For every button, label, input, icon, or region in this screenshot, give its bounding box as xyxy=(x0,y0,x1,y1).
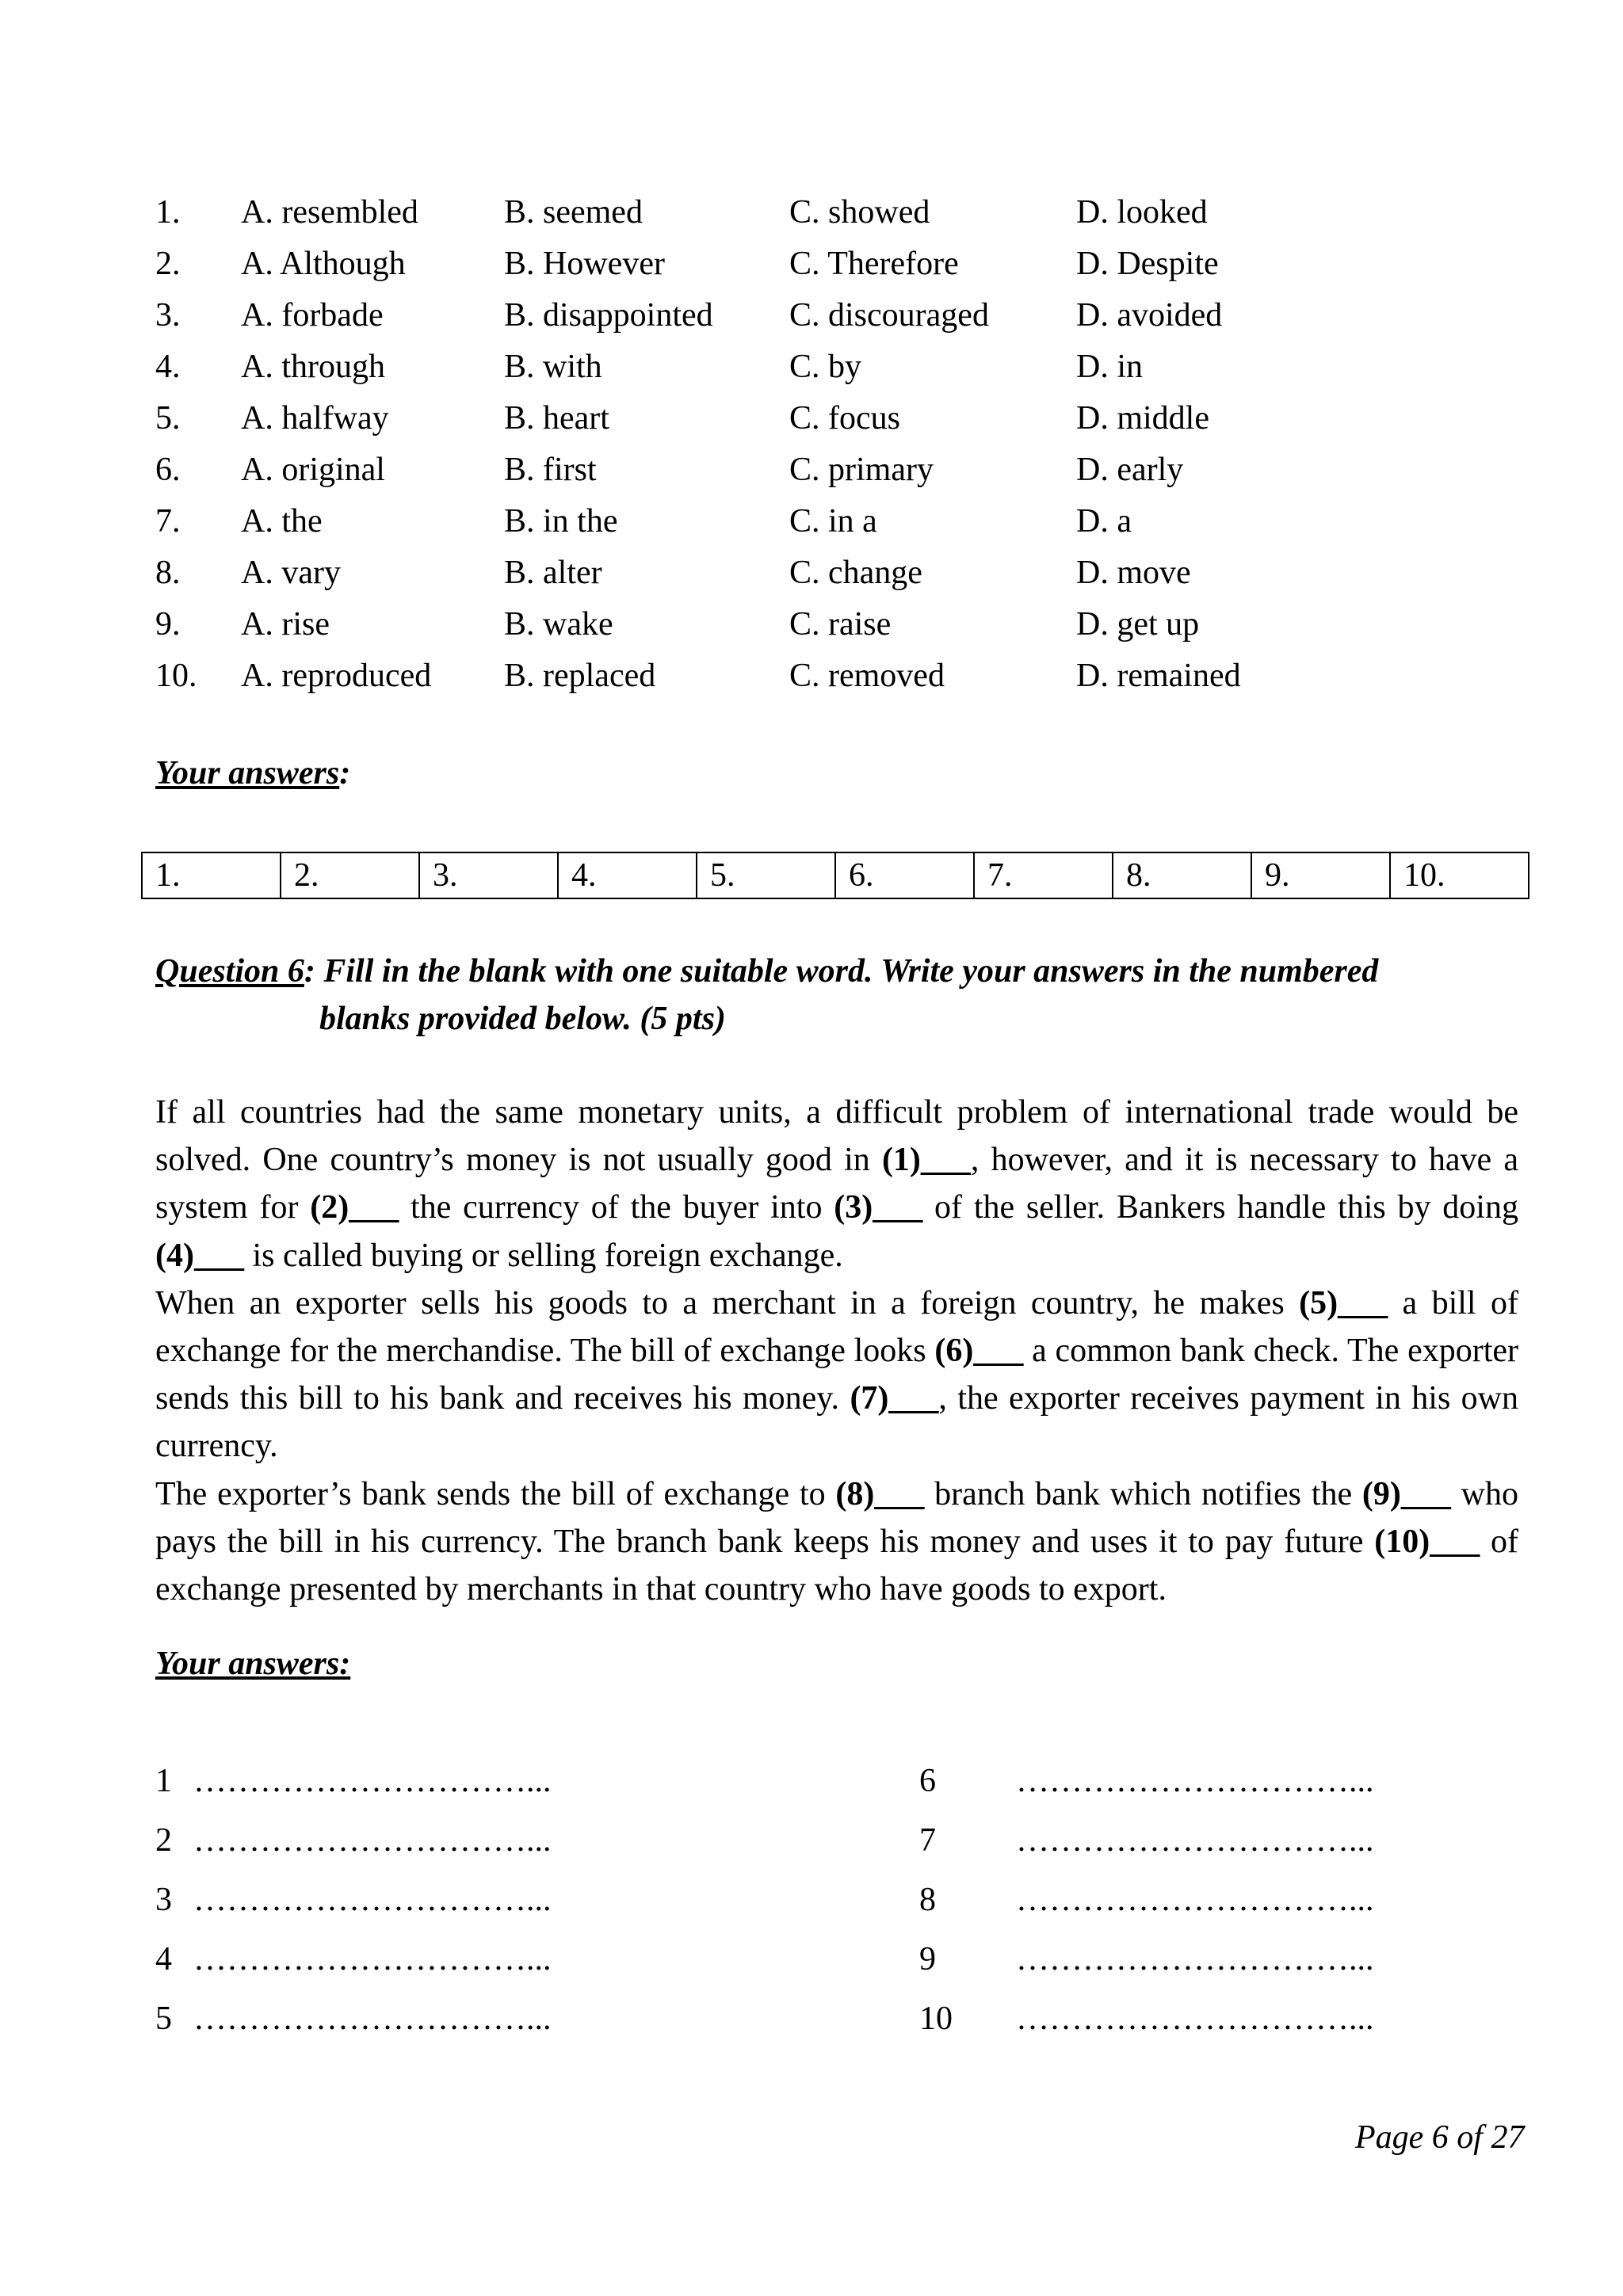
blank-2: (2)___ xyxy=(310,1189,399,1226)
answer-blank[interactable]: …………………………... xyxy=(193,2000,552,2037)
blank-10: (10)___ xyxy=(1374,1523,1480,1560)
your-answers-colon: : xyxy=(339,755,351,791)
option-b: B. disappointed xyxy=(504,297,713,334)
option-b: B. replaced xyxy=(504,658,656,694)
option-b: B. in the xyxy=(504,503,618,540)
option-b: B. with xyxy=(504,349,602,385)
option-b: B. seemed xyxy=(504,194,643,231)
option-row xyxy=(155,444,1503,496)
answer-number: 10 xyxy=(919,2000,953,2037)
answer-line-row xyxy=(155,1995,1518,2054)
option-row xyxy=(155,496,1503,547)
option-d: D. get up xyxy=(1076,606,1200,643)
passage-text: who pays the bill in his currency. The branch bank keeps his money and uses it to pay future xyxy=(155,1475,1518,1560)
option-a: A. rise xyxy=(241,606,330,643)
passage-text: of the seller. Bankers handle this by doing xyxy=(922,1189,1518,1226)
answer-cell[interactable]: 7. xyxy=(974,852,1113,898)
option-a: A. the xyxy=(241,503,323,540)
passage-paragraph-1 xyxy=(155,1089,1518,1280)
item-number: 6. xyxy=(155,452,181,488)
answer-cell[interactable]: 6. xyxy=(835,852,974,898)
passage-paragraph-3 xyxy=(155,1470,1518,1614)
question-6-label: Question 6 xyxy=(155,953,304,990)
answer-blank[interactable]: …………………………... xyxy=(1016,2000,1374,2037)
option-b: B. wake xyxy=(504,606,613,643)
option-a: A. resembled xyxy=(241,194,418,231)
blank-8: (8)___ xyxy=(835,1475,925,1512)
option-c: C. primary xyxy=(789,452,934,488)
item-number: 5. xyxy=(155,400,181,437)
blank-3: (3)___ xyxy=(834,1189,923,1226)
option-d: D. a xyxy=(1076,503,1132,540)
answer-cell[interactable]: 2. xyxy=(281,852,419,898)
item-number: 9. xyxy=(155,606,181,643)
option-b: B. However xyxy=(504,246,665,282)
your-answers-label-2: Your answers: xyxy=(155,1646,351,1682)
passage-text: of exchange presented by merchants in that country who have goods to export. xyxy=(155,1523,1518,1608)
option-a: A. original xyxy=(241,452,385,488)
answer-blank[interactable]: …………………………... xyxy=(193,1763,552,1799)
question-6-instruction-2: blanks provided below. (5 pts) xyxy=(319,1001,726,1037)
item-number: 8. xyxy=(155,555,181,591)
blank-4: (4)___ xyxy=(155,1237,244,1274)
passage-paragraph-2 xyxy=(155,1280,1518,1470)
multiple-choice-options xyxy=(155,187,1503,702)
option-d: D. avoided xyxy=(1076,297,1223,334)
passage-text: is called buying or selling foreign exchange. xyxy=(243,1237,843,1274)
blank-6: (6)___ xyxy=(934,1333,1024,1370)
option-c: C. removed xyxy=(789,658,945,694)
answer-blank[interactable]: …………………………... xyxy=(1016,1941,1374,1978)
item-number: 10. xyxy=(155,658,197,694)
item-number: 7. xyxy=(155,503,181,540)
question-6-heading xyxy=(155,948,1518,995)
answer-cell[interactable]: 4. xyxy=(558,852,697,898)
blank-1: (1)___ xyxy=(881,1142,971,1179)
item-number: 1. xyxy=(155,194,181,231)
item-number: 3. xyxy=(155,297,181,334)
passage-text: The exporter’s bank sends the bill of exchange to xyxy=(155,1475,836,1512)
answer-number: 8 xyxy=(919,1882,936,1918)
your-answers-label: Your answers xyxy=(155,755,340,791)
answer-cell[interactable]: 8. xyxy=(1113,852,1251,898)
option-row xyxy=(155,650,1503,702)
page-number: Page 6 of 27 xyxy=(1355,2119,1525,2156)
option-row xyxy=(155,238,1503,290)
option-d: D. middle xyxy=(1076,400,1209,437)
answer-blank[interactable]: …………………………... xyxy=(193,1941,552,1978)
reading-passage xyxy=(155,1089,1518,1613)
option-d: D. move xyxy=(1076,555,1191,591)
answer-cell[interactable]: 10. xyxy=(1390,852,1529,898)
passage-text: a bill of exchange for the merchandise. The bill of exchange looks xyxy=(155,1284,1518,1370)
answer-number: 2 xyxy=(155,1822,172,1859)
option-c: C. change xyxy=(789,555,922,591)
blank-5: (5)___ xyxy=(1299,1284,1388,1322)
answer-cell[interactable]: 5. xyxy=(697,852,835,898)
option-a: A. vary xyxy=(241,555,341,591)
passage-text: the currency of the buyer into xyxy=(399,1189,834,1226)
passage-text: branch bank which notifies the xyxy=(924,1475,1362,1512)
answer-number: 4 xyxy=(155,1941,172,1978)
option-a: A. reproduced xyxy=(241,658,432,694)
option-a: A. through xyxy=(241,349,385,385)
answer-line-row xyxy=(155,1936,1518,1995)
answer-cell[interactable]: 9. xyxy=(1251,852,1390,898)
question-6-instruction-1: : Fill in the blank with one suitable word. Write your answers in the numbered xyxy=(304,953,1379,990)
answer-blank[interactable]: …………………………... xyxy=(193,1822,552,1859)
item-number: 4. xyxy=(155,349,181,385)
answer-number: 5 xyxy=(155,2000,172,2037)
option-row xyxy=(155,547,1503,599)
option-d: D. looked xyxy=(1076,194,1208,231)
option-a: A. forbade xyxy=(241,297,384,334)
blank-7: (7)___ xyxy=(850,1380,939,1417)
answer-number: 7 xyxy=(919,1822,936,1859)
answer-blank[interactable]: …………………………... xyxy=(1016,1882,1374,1918)
option-c: C. in a xyxy=(789,503,877,540)
option-c: C. showed xyxy=(789,194,930,231)
answer-line-row xyxy=(155,1876,1518,1936)
option-c: C. raise xyxy=(789,606,892,643)
answer-blank[interactable]: …………………………... xyxy=(1016,1822,1374,1859)
answer-blank[interactable]: …………………………... xyxy=(1016,1763,1374,1799)
passage-text: , the exporter receives payment in his own currency. xyxy=(155,1380,1519,1465)
option-b: B. first xyxy=(504,452,597,488)
option-c: C. by xyxy=(789,349,862,385)
passage-text: If all countries had the same monetary units, a difficult problem of international trade would be solved. One country’s money is not usually good in xyxy=(155,1094,1518,1179)
option-d: D. remained xyxy=(1076,658,1241,694)
option-c: C. Therefore xyxy=(789,246,959,282)
answer-line-row xyxy=(155,1817,1518,1876)
option-c: C. focus xyxy=(789,400,900,437)
your-answers-heading-2 xyxy=(155,1645,350,1683)
answer-lines xyxy=(155,1757,1518,2054)
option-row xyxy=(155,187,1503,238)
answer-line-row xyxy=(155,1757,1518,1817)
answer-grid xyxy=(141,852,1529,899)
option-d: D. early xyxy=(1076,452,1184,488)
answer-blank[interactable]: …………………………... xyxy=(193,1882,552,1918)
passage-text: a common bank check. The exporter sends this bill to his bank and receives his money. xyxy=(155,1333,1518,1417)
option-a: A. Although xyxy=(241,246,406,282)
option-d: D. Despite xyxy=(1076,246,1219,282)
answer-number: 3 xyxy=(155,1882,172,1918)
answer-number: 6 xyxy=(919,1763,936,1799)
your-answers-heading xyxy=(155,754,350,792)
answer-cell[interactable]: 3. xyxy=(419,852,558,898)
option-a: A. halfway xyxy=(241,400,389,437)
option-b: B. alter xyxy=(504,555,602,591)
blank-9: (9)___ xyxy=(1361,1475,1451,1512)
passage-text: , however, and it is necessary to have a system for xyxy=(155,1142,1519,1226)
option-row xyxy=(155,341,1503,393)
option-row xyxy=(155,599,1503,650)
option-c: C. discouraged xyxy=(789,297,989,334)
passage-text: When an exporter sells his goods to a merchant in a foreign country, he makes xyxy=(155,1284,1300,1322)
option-d: D. in xyxy=(1076,349,1143,385)
answer-number: 1 xyxy=(155,1763,172,1799)
item-number: 2. xyxy=(155,246,181,282)
option-row xyxy=(155,290,1503,341)
option-b: B. heart xyxy=(504,400,609,437)
answer-cell[interactable]: 1. xyxy=(142,852,281,898)
answer-number: 9 xyxy=(919,1941,936,1978)
option-row xyxy=(155,393,1503,444)
